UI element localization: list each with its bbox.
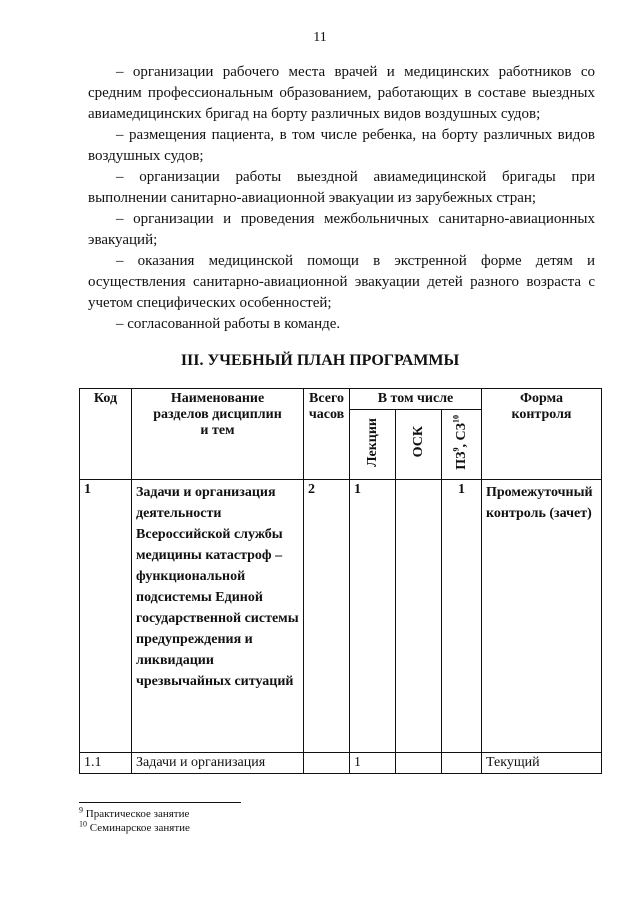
section-title: III. УЧЕБНЫЙ ПЛАН ПРОГРАММЫ [180,352,460,369]
text-line: – согласованной работы в команде. [116,316,341,332]
cell-lectures: 1 [350,753,396,774]
cell-control: Промежуточный контроль (зачет) [482,480,602,753]
header-osk-text: ОСК [410,426,426,458]
text-line: – организации работы выездной авиамедицинской бригады при [116,169,595,185]
header-name-line: и тем [200,423,235,438]
cell-pz-sz: 1 [442,480,482,753]
header-name-line: разделов дисциплин [153,407,282,422]
table-header-row [80,389,602,410]
table-row [80,753,602,774]
footnote-mark: 10 [79,819,87,829]
cell-control: Текущий [482,753,602,774]
text-line: осуществления санитарно-авиационной эвакуации детей разного возраста с [88,274,595,290]
footnote-ref: 10 [450,414,460,423]
footnote-mark: 9 [79,805,83,815]
cell-total [304,753,350,774]
header-including-text: В том числе [377,391,454,406]
paragraph-3 [88,167,595,209]
footnote-separator [79,802,241,803]
footnote-ref: 9 [450,447,460,452]
header-lectures [350,410,396,480]
paragraph-5 [88,251,595,314]
cell-name: Задачи и организация деятельности Всероссийской службы медицины катастроф – функциональной подсистемы Единой государственной системы предупреждения и ликвидации чрезвычайных ситуаций [132,480,304,753]
cell-code: 1.1 [80,753,132,774]
header-name-line: Наименование [170,391,265,406]
header-total [304,389,350,480]
header-form-line: Форма [519,391,564,406]
header-lectures-text: Лекции [364,417,380,467]
text-line: – организации рабочего места врачей и медицинских работников со [116,64,595,80]
text-line: эвакуаций; [88,232,158,248]
footnote-9 [79,805,190,821]
header-including [350,389,482,410]
cell-lectures: 1 [350,480,396,753]
header-sz: СЗ [453,422,469,441]
text-line: – размещения пациента, в том числе ребенка, на борту различных видов [116,127,595,143]
header-name [132,389,304,480]
text-line: учетом специфических особенностей; [88,295,332,311]
cell-pz-sz [442,753,482,774]
table-row [80,480,602,753]
header-form-line: контроля [511,407,572,422]
header-pz-sz-text: $ПЗ^9$, СЗ$^{10}$ [450,414,469,470]
text-line: средним профессиональным образованием, работающих в составе выездных [88,85,595,101]
cell-code: 1 [80,480,132,753]
header-form [482,389,602,480]
header-total-line: Всего [309,391,344,406]
paragraph-6 [88,314,595,335]
text-line: авиамедицинских бригад на борту различных видов воздушных судов; [88,106,541,122]
header-code [80,389,132,480]
page-number: 11 [313,30,327,45]
cell-osk [396,480,442,753]
text-line: – организации и проведения межбольничных санитарно-авиационных [116,211,595,227]
footnote-text: Семинарское занятие [89,822,190,834]
cell-osk [396,753,442,774]
header-pz-sz [442,410,482,480]
header-total-line: часов [308,407,345,422]
text-line: воздушных судов; [88,148,204,164]
text-line: – оказания медицинской помощи в экстренной форме детям и [116,253,595,269]
header-pz: ПЗ [453,451,469,470]
cell-name: Задачи и организация [132,753,304,774]
header-osk [396,410,442,480]
footnote-10 [79,819,190,835]
paragraph-1 [88,62,595,125]
cell-total: 2 [304,480,350,753]
text-line: выполнении санитарно-авиационной эвакуации из зарубежных стран; [88,190,537,206]
paragraph-4 [88,209,595,251]
header-code-text: Код [93,391,118,406]
footnote-text: Практическое занятие [85,808,190,820]
paragraph-2 [88,125,595,167]
curriculum-table [79,388,602,774]
